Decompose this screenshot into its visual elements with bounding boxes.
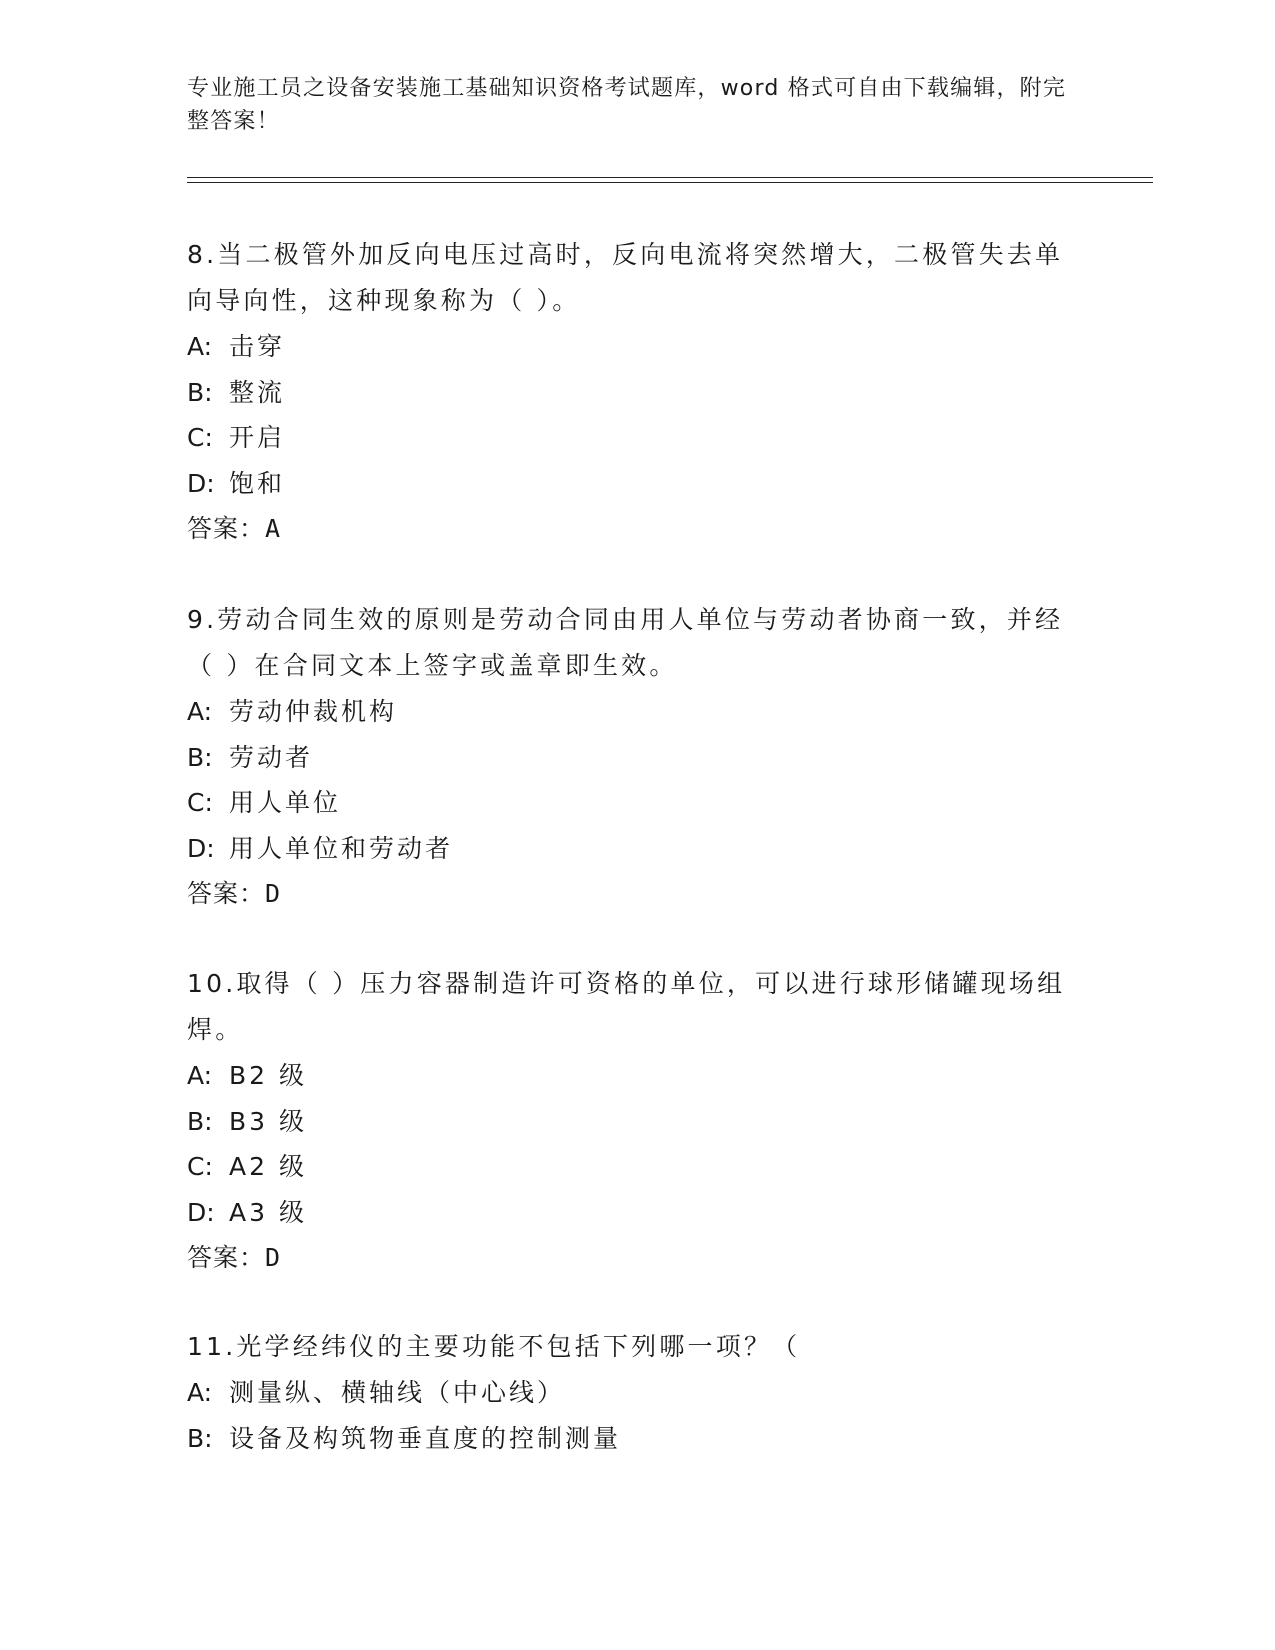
- option-c: [187, 780, 1087, 826]
- option-key: B:: [187, 377, 213, 407]
- option-key: B:: [187, 742, 213, 772]
- document-header: 专业施工员之设备安装施工基础知识资格考试题库，word 格式可自由下载编辑，附完整答案！: [187, 76, 1067, 134]
- option-key: C:: [187, 788, 213, 817]
- question-10: [187, 961, 1087, 1281]
- option-text: 饱和: [229, 468, 286, 498]
- option-text: B3 级: [229, 1106, 308, 1136]
- answer-label: 答案：: [187, 514, 266, 543]
- answer-line: [187, 1235, 1087, 1281]
- option-a: [187, 324, 1087, 370]
- option-a: [187, 1370, 1087, 1416]
- option-d: [187, 1190, 1087, 1236]
- option-text: 用人单位和劳动者: [229, 833, 454, 863]
- question-8: [187, 232, 1087, 552]
- answer-line: [187, 871, 1087, 917]
- option-c: [187, 415, 1087, 461]
- question-stem: 10.取得（ ）压力容器制造许可资格的单位，可以进行球形储罐现场组焊。: [187, 969, 1066, 1044]
- answer-line: [187, 506, 1087, 552]
- option-key: D:: [187, 1197, 215, 1227]
- option-key: A:: [187, 332, 213, 361]
- option-d: [187, 461, 1087, 507]
- option-text: A3 级: [229, 1197, 307, 1227]
- question-11: [187, 1324, 1087, 1461]
- option-b: [187, 1416, 1087, 1462]
- option-text: 开启: [229, 423, 286, 452]
- option-text: 用人单位: [229, 788, 342, 817]
- answer-label: 答案：: [187, 879, 266, 908]
- answer-label: 答案：: [187, 1243, 266, 1272]
- option-key: C:: [187, 423, 213, 452]
- option-text: 击穿: [229, 332, 286, 361]
- question-stem: 11.光学经纬仪的主要功能不包括下列哪一项？（: [187, 1332, 801, 1361]
- option-c: [187, 1144, 1087, 1190]
- question-stem: 8.当二极管外加反向电压过高时，反向电流将突然增大，二极管失去单向导向性，这种现象称为（ ）。: [187, 240, 1064, 315]
- option-key: B:: [187, 1423, 213, 1453]
- option-text: 劳动者: [229, 742, 314, 772]
- option-d: [187, 826, 1087, 872]
- option-key: D:: [187, 833, 215, 863]
- answer-value: D: [265, 879, 282, 908]
- answer-value: A: [265, 514, 282, 543]
- question-stem: 9.劳动合同生效的原则是劳动合同由用人单位与劳动者协商一致，并经（ ）在合同文本上签字或盖章即生效。: [187, 605, 1064, 680]
- option-text: B2 级: [229, 1061, 308, 1090]
- question-9: [187, 597, 1087, 917]
- header-divider-top: [187, 177, 1153, 178]
- option-b: [187, 370, 1087, 416]
- option-key: A:: [187, 1378, 213, 1407]
- option-key: B:: [187, 1106, 213, 1136]
- option-key: C:: [187, 1152, 213, 1181]
- option-text: 劳动仲裁机构: [229, 697, 398, 726]
- option-text: 整流: [229, 377, 286, 407]
- answer-value: D: [265, 1243, 282, 1272]
- option-a: [187, 1053, 1087, 1099]
- option-b: [187, 1099, 1087, 1145]
- option-text: A2 级: [229, 1152, 307, 1181]
- option-text: 设备及构筑物垂直度的控制测量: [229, 1423, 622, 1453]
- option-a: [187, 689, 1087, 735]
- option-text: 测量纵、横轴线（中心线）: [229, 1378, 566, 1407]
- header-divider-bottom: [187, 182, 1153, 183]
- option-key: D:: [187, 468, 215, 498]
- option-key: A:: [187, 697, 213, 726]
- option-key: A:: [187, 1061, 213, 1090]
- option-b: [187, 735, 1087, 781]
